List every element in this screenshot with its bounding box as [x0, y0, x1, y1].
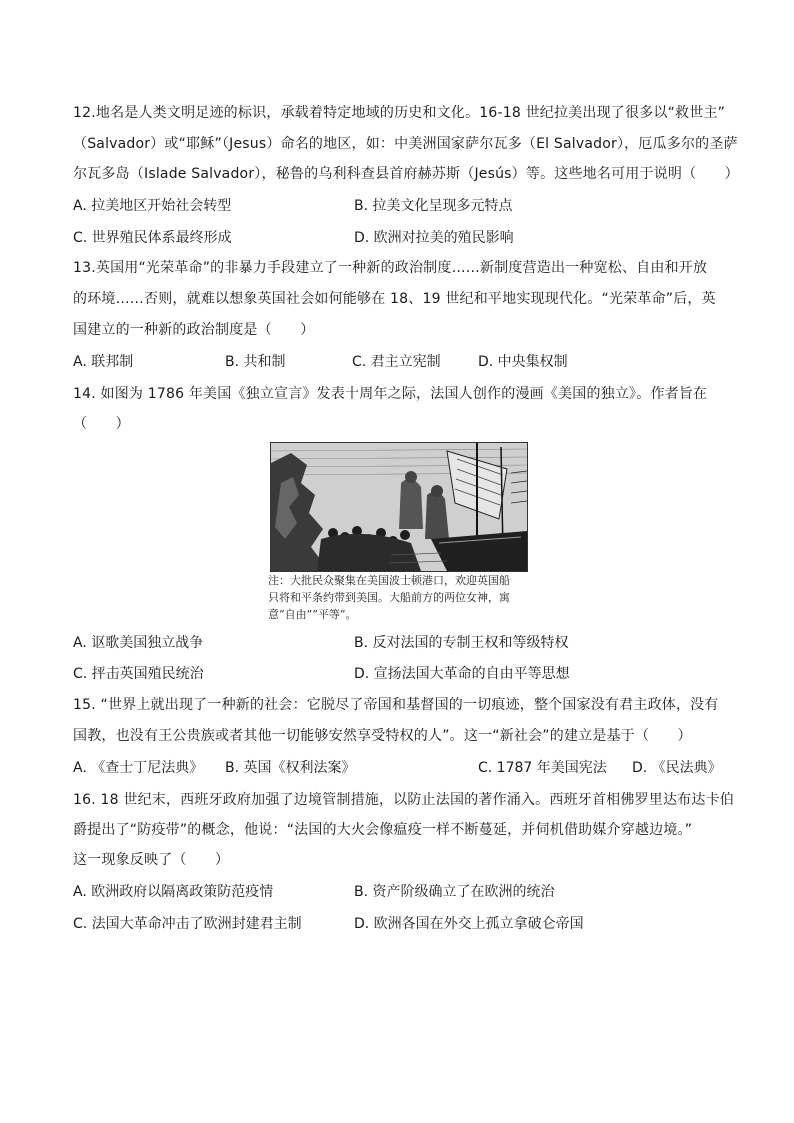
question-13-stem-line-2: 的环境……否则，就难以想象英国社会如何能够在 18、19 世纪和平地实现现代化。“光荣革命”后，英 [73, 291, 716, 307]
question-14-stem-line-1: 14. 如图为 1786 年美国《独立宣言》发表十周年之际，法国人创作的漫画《美国的独立》。作者旨在 [73, 386, 708, 402]
question-12-option-c[interactable]: C. 世界殖民体系最终形成 [73, 230, 232, 246]
question-14-stem-line-2: （ ） [73, 416, 130, 432]
cartoon-caption-line-1: 注：大批民众聚集在美国波士顿港口，欢迎英国船 [268, 574, 510, 587]
question-13-option-b[interactable]: B. 共和制 [225, 354, 286, 370]
question-16-option-a[interactable]: A. 欧洲政府以隔离政策防范疫情 [73, 884, 274, 900]
question-13-option-a[interactable]: A. 联邦制 [73, 354, 134, 370]
question-15-option-a[interactable]: A. 《查士丁尼法典》 [73, 760, 204, 776]
cartoon-engraving-image [270, 442, 528, 572]
question-12-stem-line-2: （Salvador）或“耶稣”（Jesus）命名的地区，如：中美洲国家萨尔瓦多（El Salvador），厄瓜多尔的圣萨 [73, 136, 738, 152]
question-12-stem-line-3: 尔瓦多岛（Islade Salvador），秘鲁的乌利科查县首府赫苏斯（Jesús）等。这些地名可用于说明（ ） [73, 166, 739, 182]
question-16-option-b[interactable]: B. 资产阶级确立了在欧洲的统治 [354, 884, 555, 900]
question-15-option-d[interactable]: D. 《民法典》 [632, 760, 722, 776]
question-14-option-c[interactable]: C. 抨击英国殖民统治 [73, 666, 204, 682]
question-12-stem-line-1: 12.地名是人类文明足迹的标识，承载着特定地域的历史和文化。16-18 世纪拉美出现了很多以“救世主” [73, 105, 726, 121]
question-14-option-d[interactable]: D. 宣扬法国大革命的自由平等思想 [354, 666, 570, 682]
cartoon-caption [268, 572, 532, 623]
cartoon-figure [268, 440, 528, 628]
question-12-option-a[interactable]: A. 拉美地区开始社会转型 [73, 198, 232, 214]
question-13-stem-line-1: 13.英国用“光荣革命”的非暴力手段建立了一种新的政治制度……新制度营造出一种宽松、自由和开放 [73, 260, 708, 276]
question-15-stem-line-1: 15. “世界上就出现了一种新的社会：它脱尽了帝国和基督国的一切痕迹，整个国家没有君主政体，没有 [73, 697, 719, 713]
question-15-stem-line-2: 国教，也没有王公贵族或者其他一切能够安然享受特权的人”。这一“新社会”的建立是基于（ ） [73, 728, 692, 744]
question-16-stem-line-1: 16. 18 世纪末，西班牙政府加强了边境管制措施，以防止法国的著作涌入。西班牙首相佛罗里达布达卡伯 [73, 792, 734, 808]
question-16-stem-line-2: 爵提出了“防疫带”的概念，他说：“法国的大火会像瘟疫一样不断蔓延，并伺机借助媒介穿越边境。” [73, 822, 693, 838]
question-12-option-b[interactable]: B. 拉美文化呈现多元特点 [354, 198, 513, 214]
question-16-option-d[interactable]: D. 欧洲各国在外交上孤立拿破仑帝国 [354, 916, 584, 932]
question-13-stem-line-3: 国建立的一种新的政治制度是（ ） [73, 322, 315, 338]
question-14-option-a[interactable]: A. 讴歌美国独立战争 [73, 635, 204, 651]
question-13-option-c[interactable]: C. 君主立宪制 [352, 354, 441, 370]
question-13-option-d[interactable]: D. 中央集权制 [478, 354, 568, 370]
question-12-option-d[interactable]: D. 欧洲对拉美的殖民影响 [354, 230, 514, 246]
question-16-option-c[interactable]: C. 法国大革命冲击了欧洲封建君主制 [73, 916, 302, 932]
question-14-option-b[interactable]: B. 反对法国的专制王权和等级特权 [354, 635, 569, 651]
question-15-option-b[interactable]: B. 英国《权利法案》 [225, 760, 356, 776]
question-16-stem-line-3: 这一现象反映了（ ） [73, 852, 230, 868]
question-15-option-c[interactable]: C. 1787 年美国宪法 [478, 760, 607, 776]
cartoon-caption-line-2: 只将和平条约带到美国。大船前方的两位女神，寓 [268, 591, 510, 604]
cartoon-caption-line-3: 意“自由”“平等”。 [268, 608, 357, 621]
